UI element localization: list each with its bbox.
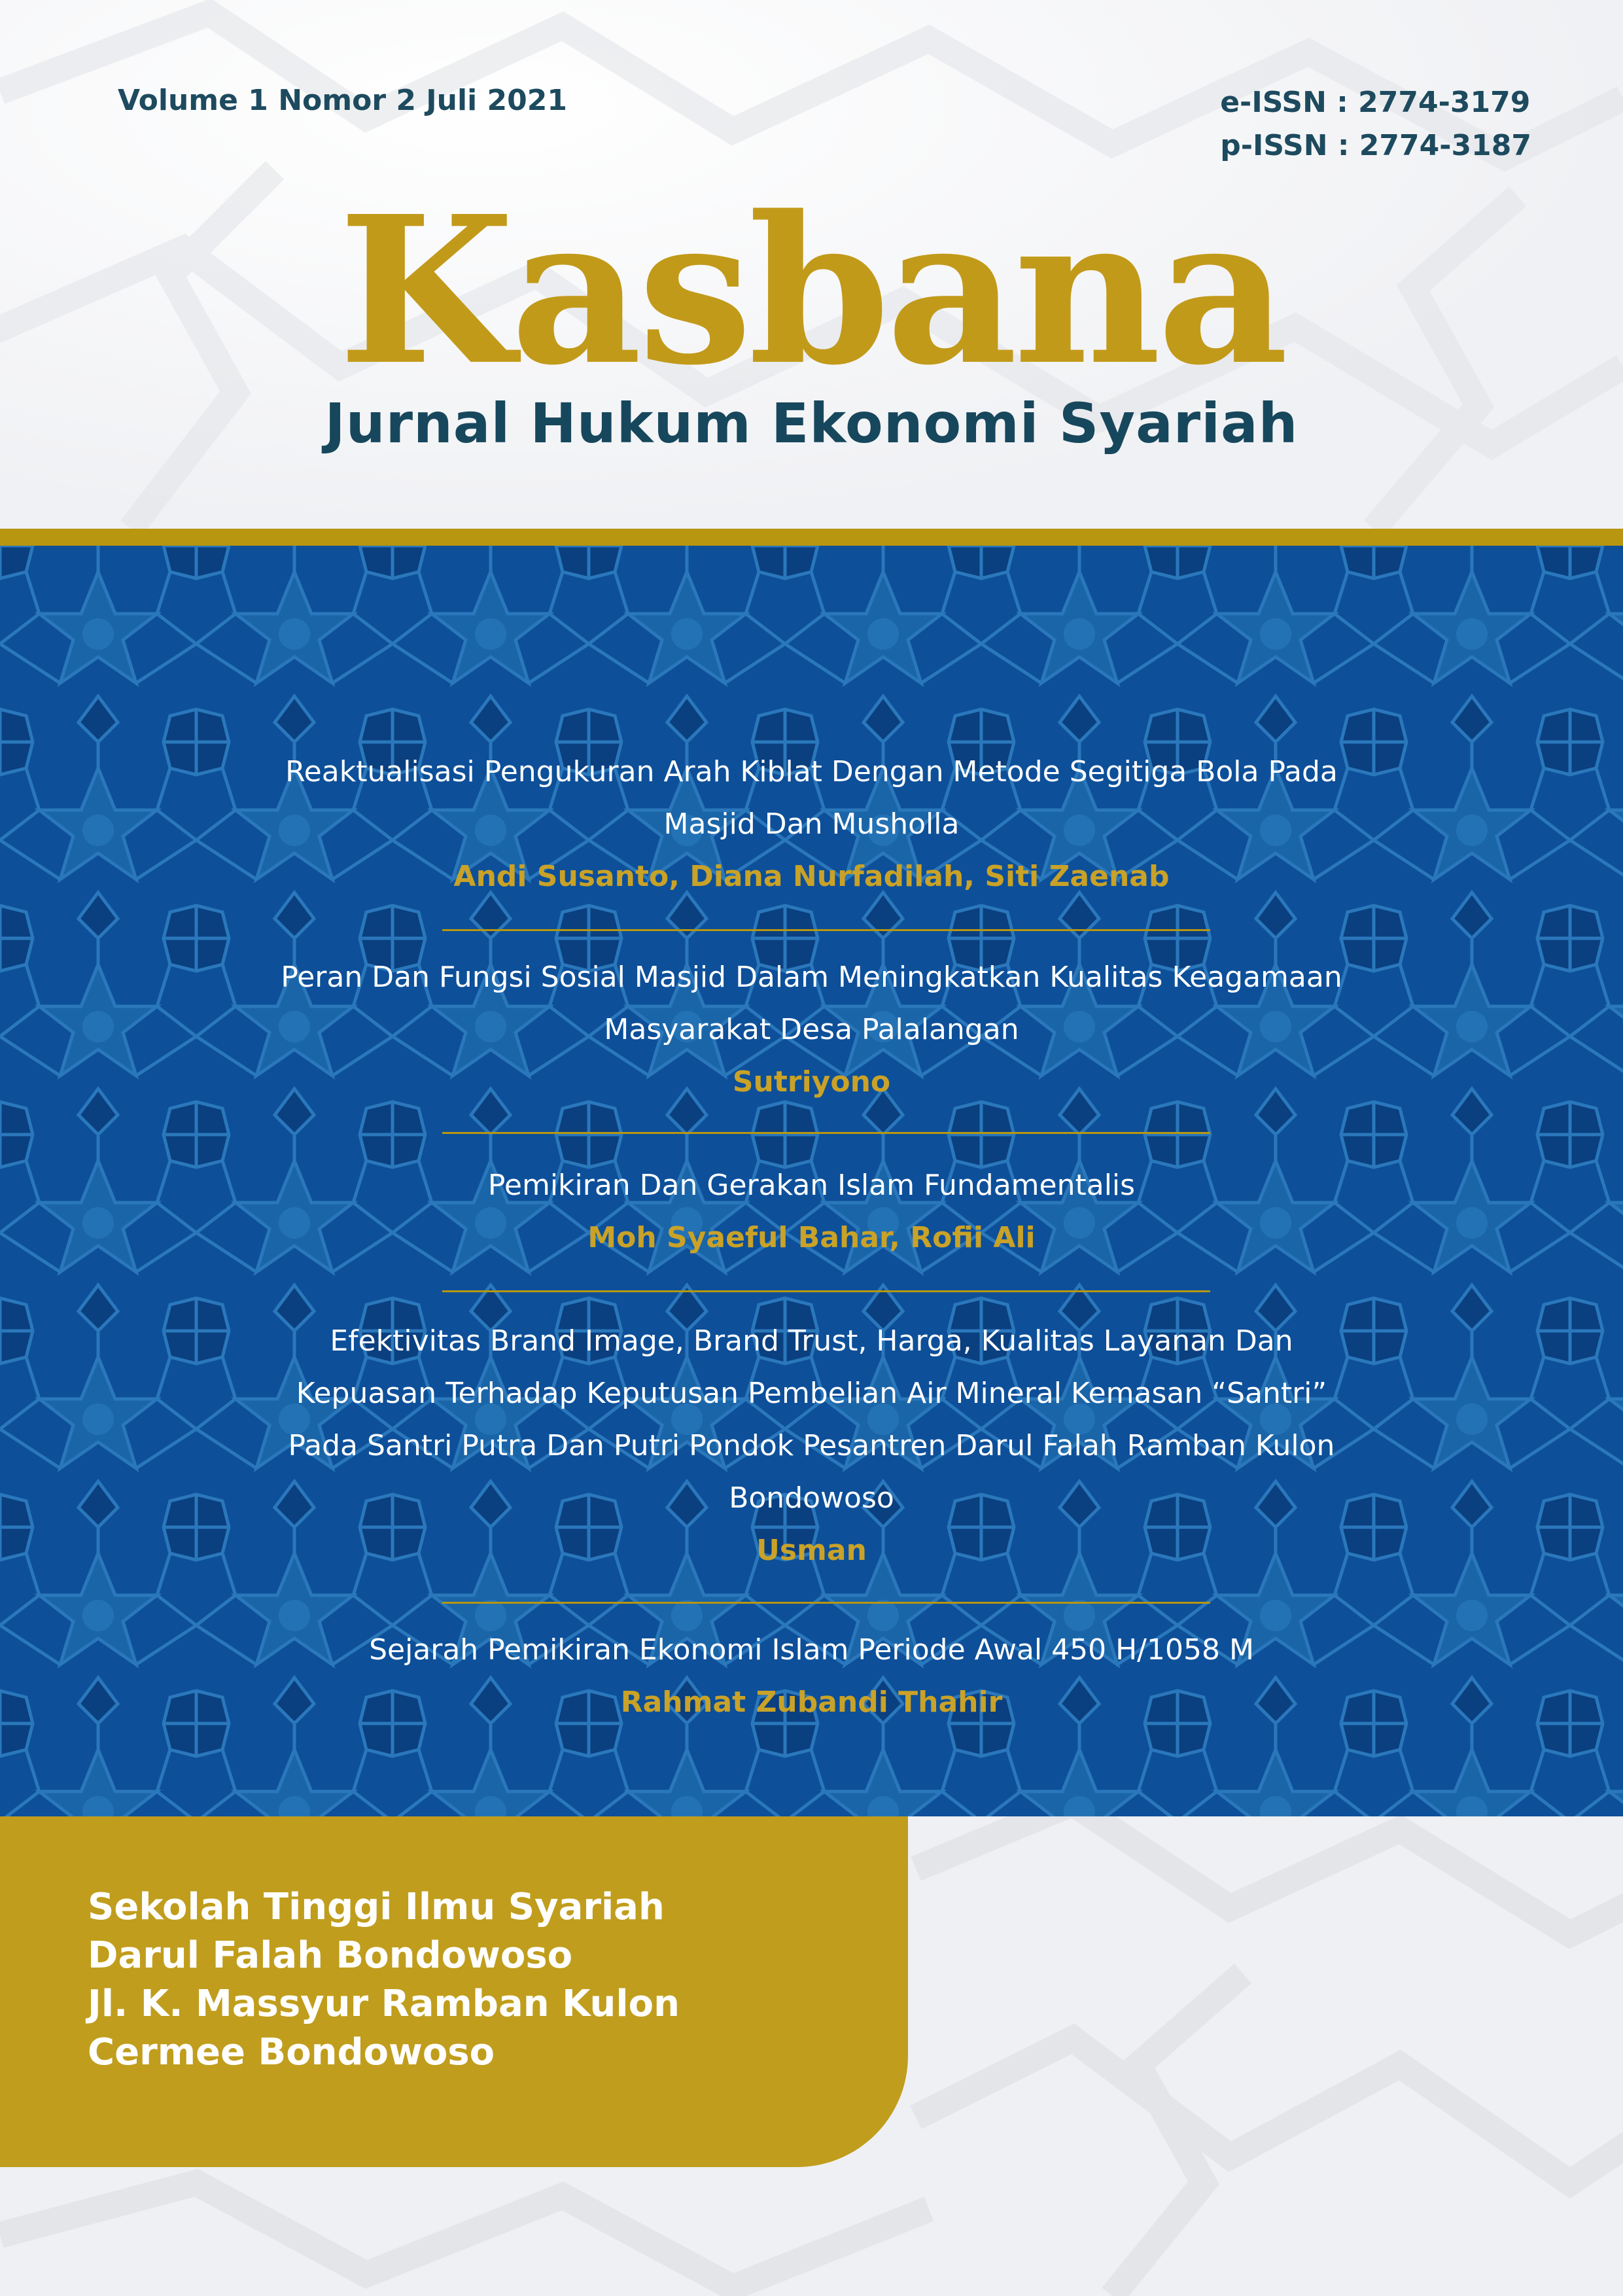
article-authors: Usman	[756, 1534, 867, 1567]
article-title-line: Masjid Dan Musholla	[663, 807, 960, 841]
publisher-line: Sekolah Tinggi Ilmu Syariah	[88, 1886, 665, 1928]
article-divider	[442, 1602, 1210, 1604]
contents-panel	[0, 546, 1623, 1816]
gold-divider-bar	[0, 529, 1623, 546]
article-divider	[442, 929, 1210, 931]
article-entry	[0, 1624, 1623, 1729]
journal-subtitle: Jurnal Hukum Ekonomi Syariah	[324, 391, 1299, 455]
publisher-line: Cermee Bondowoso	[88, 2031, 495, 2074]
article-authors: Sutriyono	[732, 1065, 891, 1099]
article-title-line: Pemikiran Dan Gerakan Islam Fundamentalis	[487, 1169, 1136, 1202]
article-authors: Rahmat Zubandi Thahir	[620, 1686, 1003, 1719]
journal-title: Kasbana	[338, 172, 1285, 410]
issn-block	[1220, 81, 1531, 168]
eissn-text: e-ISSN : 2774-3179	[1220, 86, 1531, 119]
article-title-line: Pada Santri Putra Dan Putri Pondok Pesantren Darul Falah Ramban Kulon	[288, 1429, 1335, 1462]
publisher-line: Jl. K. Massyur Ramban Kulon	[88, 1983, 680, 2025]
article-title-line: Efektivitas Brand Image, Brand Trust, Harga, Kualitas Layanan Dan	[330, 1324, 1293, 1358]
article-title-line: Kepuasan Terhadap Keputusan Pembelian Air Mineral Kemasan “Santri”	[296, 1377, 1327, 1410]
article-entry	[0, 951, 1623, 1108]
article-title-line: Reaktualisasi Pengukuran Arah Kiblat Dengan Metode Segitiga Bola Pada	[285, 755, 1338, 788]
article-title-line: Masyarakat Desa Palalangan	[604, 1013, 1019, 1046]
article-title-line: Sejarah Pemikiran Ekonomi Islam Periode Awal 450 H/1058 M	[369, 1633, 1254, 1667]
article-entry	[0, 1315, 1623, 1577]
article-entry	[0, 746, 1623, 903]
publisher-line: Darul Falah Bondowoso	[88, 1934, 573, 1977]
article-divider	[442, 1290, 1210, 1292]
volume-issue-date: Volume 1 Nomor 2 Juli 2021	[118, 84, 567, 117]
article-title-line: Peran Dan Fungsi Sosial Masjid Dalam Meningkatkan Kualitas Keagamaan	[281, 961, 1342, 994]
article-authors: Andi Susanto, Diana Nurfadilah, Siti Zaenab	[453, 860, 1170, 893]
article-divider	[442, 1132, 1210, 1134]
article-authors: Moh Syaeful Bahar, Rofii Ali	[587, 1221, 1036, 1254]
pissn-text: p-ISSN : 2774-3187	[1220, 129, 1531, 162]
article-entry	[0, 1159, 1623, 1264]
publisher-box	[0, 1816, 908, 2167]
article-title-line: Bondowoso	[729, 1481, 894, 1515]
